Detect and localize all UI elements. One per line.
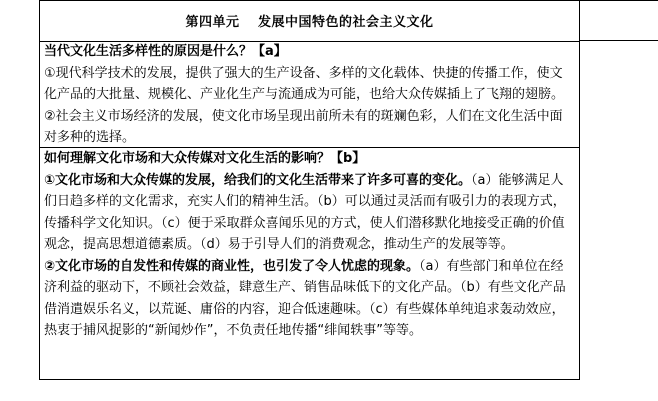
table-extension-header-line	[580, 40, 658, 41]
section-diversity-reasons	[44, 41, 574, 149]
question-heading: 当代文化生活多样性的原因是什么？【a】	[44, 44, 287, 59]
point-body: （a）能够满足人们日趋多样的文化需求，充实人们的精神生活。（b）可以通过灵活而有吸引力的表现方式，传播科学文化知识。（c）便于采取群众喜闻乐见的方式，使人们潜移默化地接受正确的价值观念，提高思想道德素质。（d）易于引导人们的消费观念，推动生产的发展等等。	[44, 172, 566, 252]
point-positive	[44, 170, 574, 256]
content-table	[39, 0, 580, 380]
point-body: （a）有些部门和单位在经济利益的驱动下，不顾社会效益，肆意生产、销售品味低下的文化产品。（b）有些文化产品借消遣娱乐名义，以荒诞、庸俗的内容，迎合低速趣味。（c）有些媒体单纯追求轰动效应，热衷于捕风捉影的“新闻炒作”，不负责任地传播“绯闻轶事”等等。	[44, 258, 566, 338]
point-lead: ①文化市场和大众传媒的发展，给我们的文化生活带来了许多可喜的变化。	[44, 172, 472, 188]
point-negative	[44, 256, 574, 342]
question-heading: 如何理解文化市场和大众传媒对文化生活的影响？【b】	[44, 151, 366, 166]
section-market-media-impact	[44, 148, 574, 342]
table-extension-top-line	[580, 0, 658, 1]
table-header-row	[40, 1, 579, 42]
point-lead: ②文化市场的自发性和传媒的商业性，也引发了令人忧虑的现象。	[44, 258, 420, 274]
answer-paragraph: ①现代科学技术的发展，提供了强大的生产设备、多样的文化载体、快捷的传播工作，使文化产品的大批量、规模化、产业化生产与流通成为可能，也给大众传媒插上了飞翔的翅膀。②社会主义市场经济的发展，使文化市场呈现出前所未有的斑斓色彩，人们在文化生活中面对多种的选择。	[44, 65, 565, 145]
unit-title: 第四单元 发展中国特色的社会主义文化	[185, 15, 434, 30]
